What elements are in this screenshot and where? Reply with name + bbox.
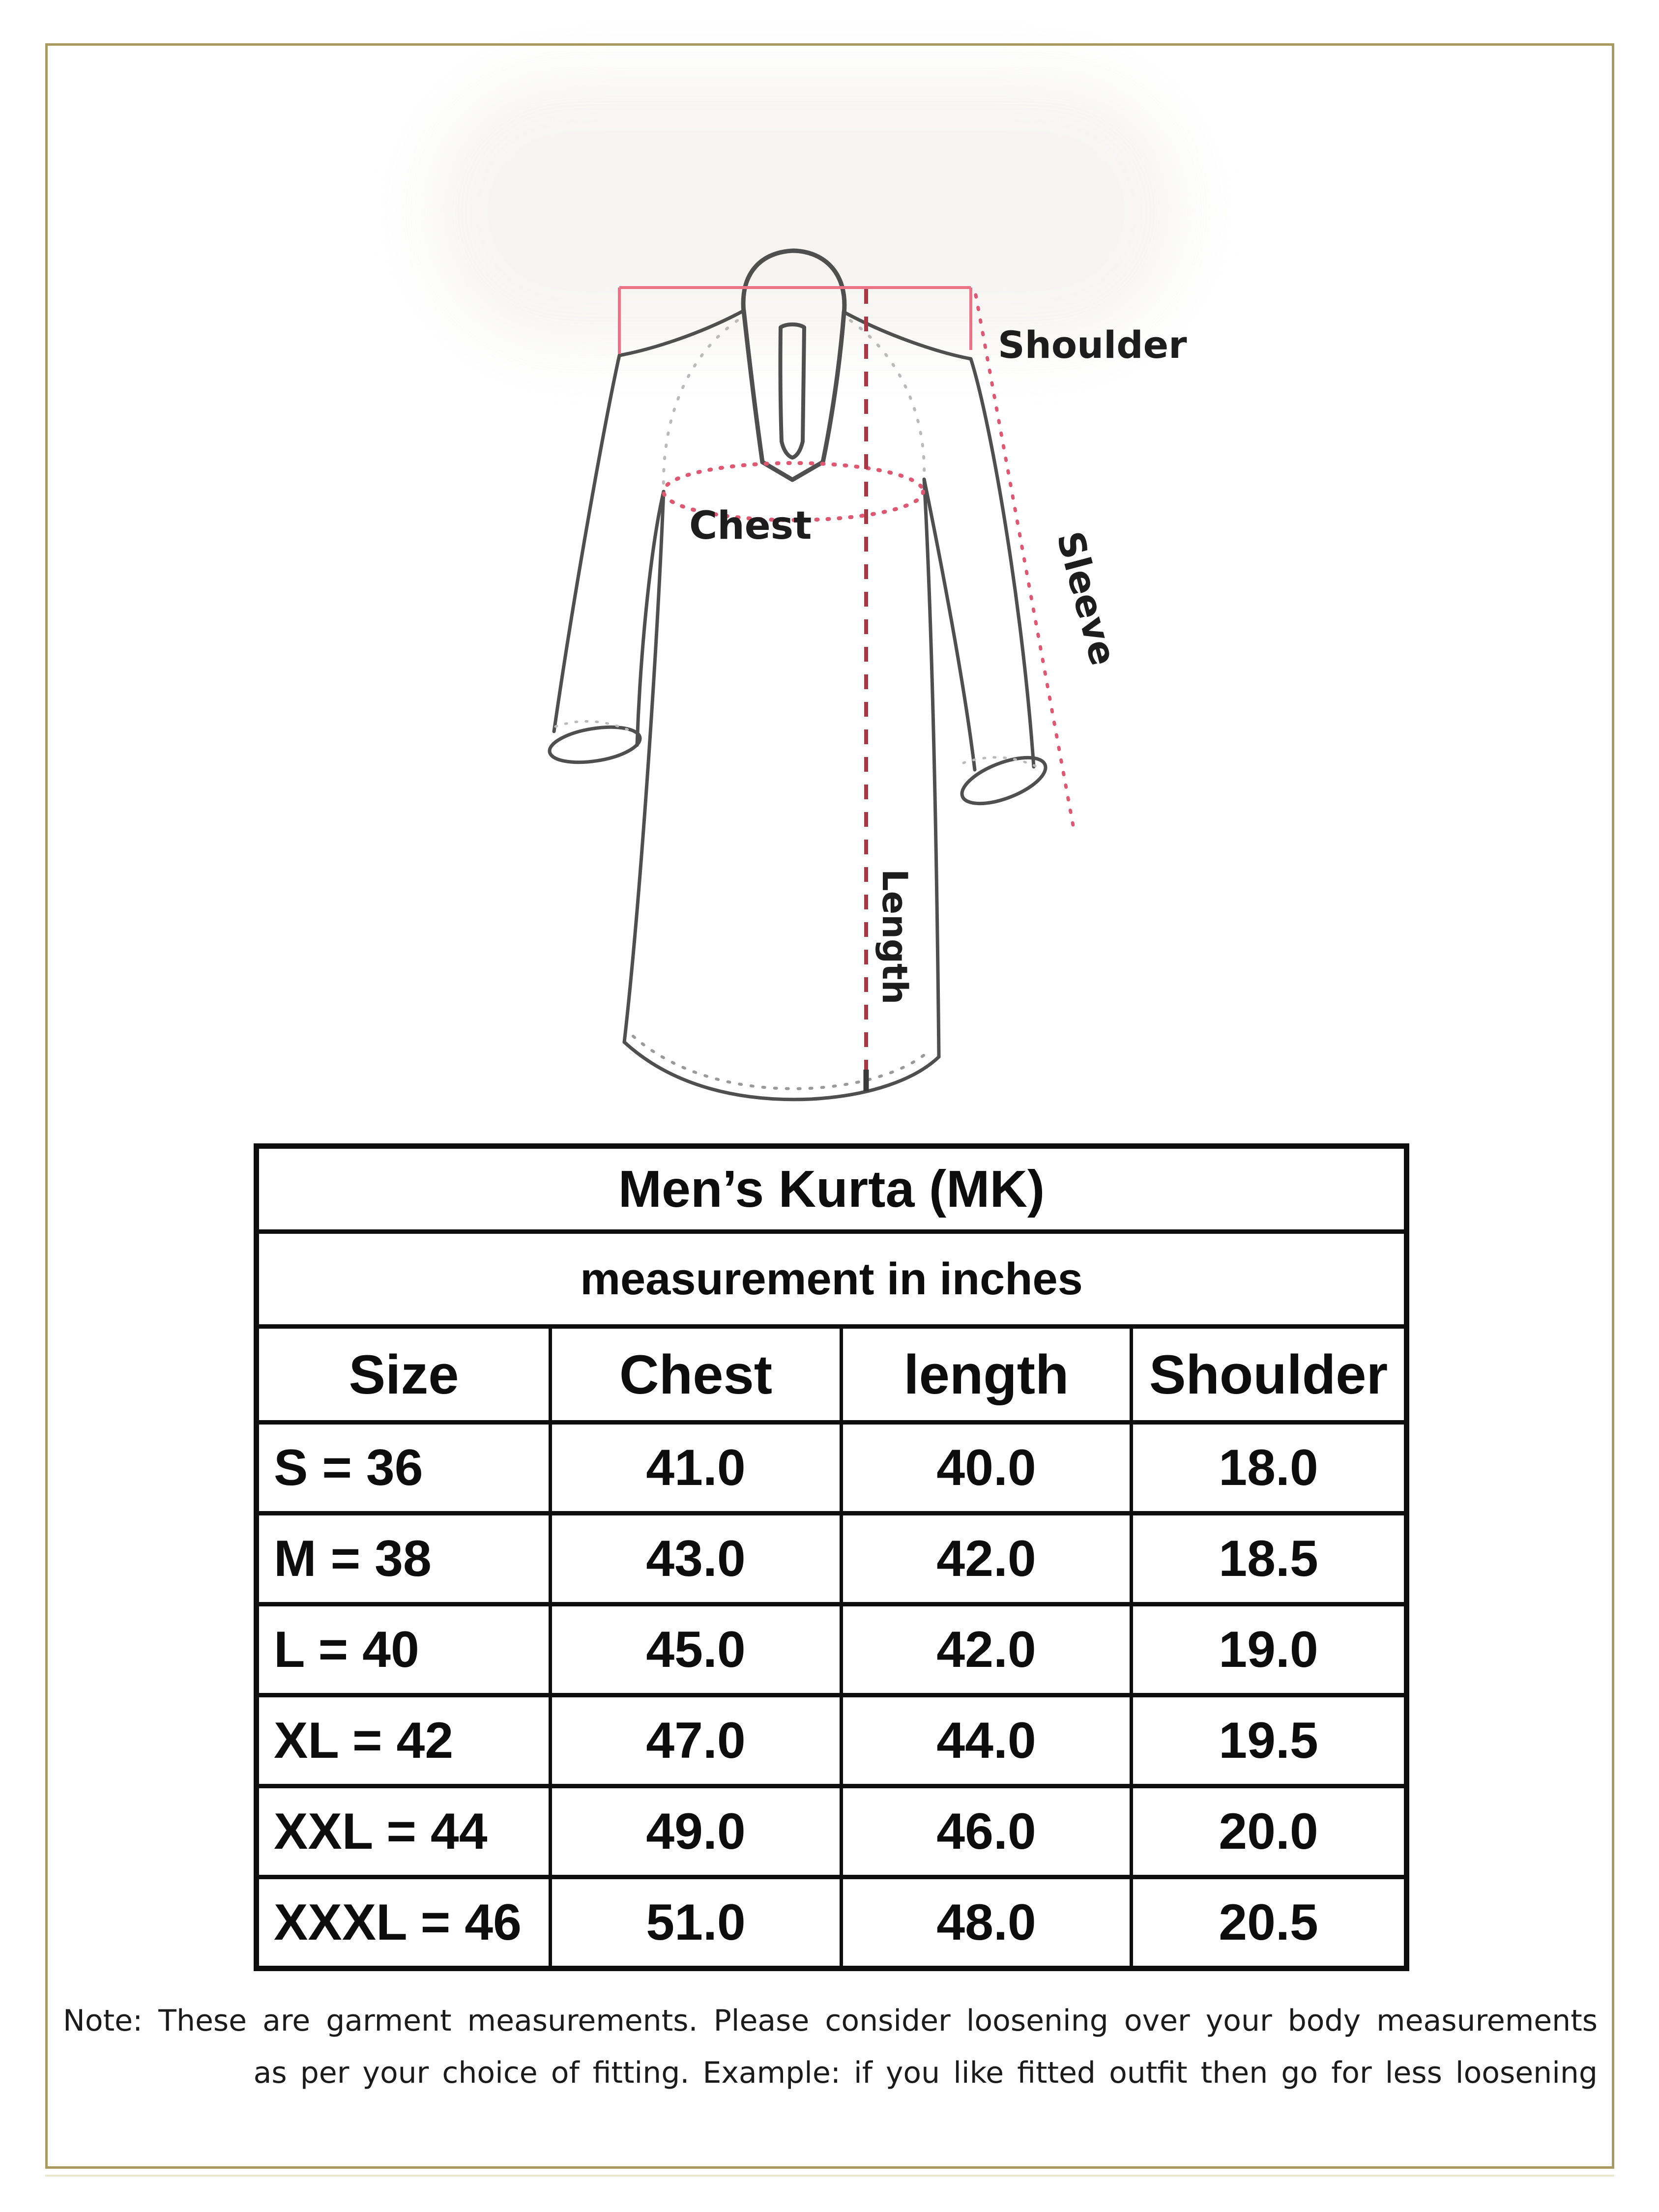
table-row [257,1786,1407,1877]
length-label: Length [874,869,915,1005]
note-line-2: as per your choice of fitting. Example: if you like fitted outfit then go for less loosening [253,2056,1598,2090]
table-row [257,1423,1407,1513]
table-row [257,1513,1407,1604]
size-value: S = 36 [257,1423,551,1513]
shoulder-value: 18.0 [1132,1423,1407,1513]
chest-value: 51.0 [551,1877,842,1969]
shoulder-value: 19.5 [1132,1695,1407,1786]
size-value: XXXL = 46 [257,1877,551,1969]
table-title-row [257,1146,1407,1232]
size-value: XL = 42 [257,1695,551,1786]
column-header-shoulder: Shoulder [1132,1327,1407,1423]
column-header-length: length [842,1327,1132,1423]
size-value: L = 40 [257,1604,551,1695]
table-row [257,1877,1407,1969]
placket-inner-bottom [782,441,803,458]
shoulder-label: Shoulder [998,323,1187,367]
length-value: 44.0 [842,1695,1132,1786]
shoulder-value: 19.0 [1132,1604,1407,1695]
table-row [257,1604,1407,1695]
table-subtitle-row [257,1232,1407,1327]
size-value: XXL = 44 [257,1786,551,1877]
kurta-outline [547,251,1051,1100]
length-value: 46.0 [842,1786,1132,1877]
shoulder-value: 18.5 [1132,1513,1407,1604]
neckline [743,251,844,314]
chest-value: 45.0 [551,1604,842,1695]
shoulder-value: 20.0 [1132,1786,1407,1877]
placket-inner-top [781,324,804,327]
measurement-note [63,1995,1598,2099]
size-value: M = 38 [257,1513,551,1604]
length-value: 48.0 [842,1877,1132,1969]
chest-value: 41.0 [551,1423,842,1513]
length-value: 42.0 [842,1513,1132,1604]
length-value: 40.0 [842,1423,1132,1513]
hem-stitch [633,1036,929,1089]
table-subtitle: measurement in inches [257,1232,1407,1327]
chest-value: 47.0 [551,1695,842,1786]
placket-v-tip [762,462,823,480]
page-border-shadow [45,2175,1614,2177]
column-header-size: Size [257,1327,551,1423]
table-header-row [257,1327,1407,1423]
table-title: Men’s Kurta (MK) [257,1146,1407,1232]
left-armhole-seam [664,320,737,491]
sleeve-label: Sleeve [1048,527,1125,670]
placket-inner-right [803,327,804,441]
placket-outer-right [823,312,844,462]
body-left-edge [624,492,664,1042]
chest-label: Chest [689,504,812,548]
column-header-chest: Chest [551,1327,842,1423]
right-shoulder-sleeve [844,312,1034,767]
placket-outer-left [744,311,762,462]
size-chart-table [254,1143,1409,1971]
shoulder-value: 20.5 [1132,1877,1407,1969]
chest-value: 43.0 [551,1513,842,1604]
body-right-edge [924,479,939,1057]
table-row [257,1695,1407,1786]
chest-value: 49.0 [551,1786,842,1877]
note-line-1: Note: These are garment measurements. Please consider loosening over your body measurements [63,2004,1598,2038]
length-value: 42.0 [842,1604,1132,1695]
placket-inner-left [781,327,782,441]
left-cuff [547,722,642,768]
kurta-measurement-diagram [467,206,1204,1140]
